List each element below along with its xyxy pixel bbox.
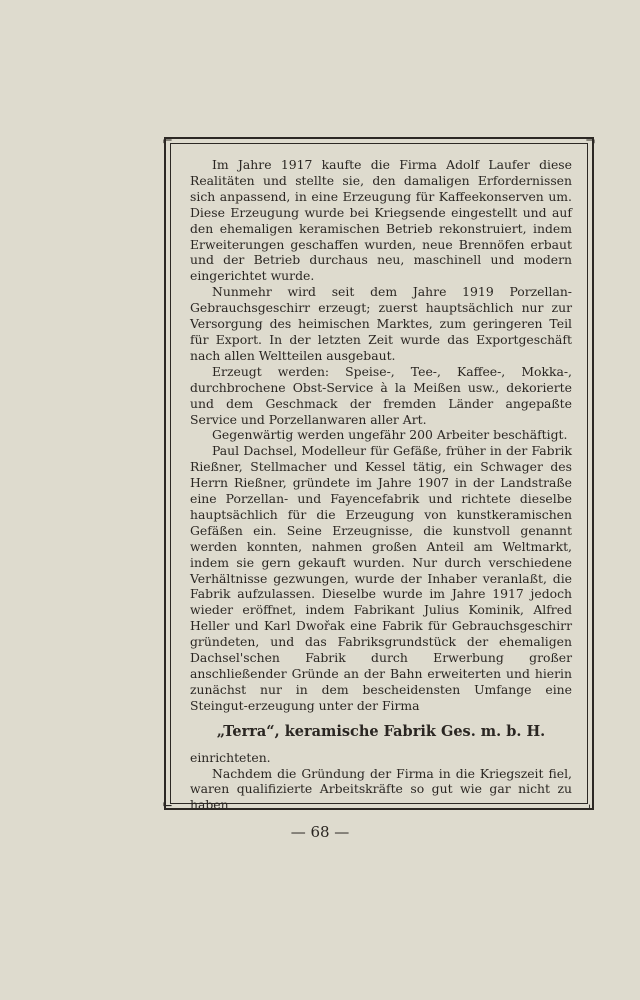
paragraph-7: Nachdem die Gründung der Firma in die Kriegszeit fiel, waren qualifizierte Arbeitskräfte so gut wie gar nicht zu haben [190,765,572,813]
page-number: — 68 — [290,823,350,841]
paragraph-3: Erzeugt werden: Speise-, Tee-, Kaffee-, Mokka-, durchbrochene Obst-Service à la Meißen usw., dekorierte und dem Geschmack der fremden Länder angepaßte Service und Porzellanwaren aller Art. [190,363,572,427]
corner-ornament-bottom-right: ⌟ [585,797,592,812]
company-heading: „Terra“, keramische Fabrik Ges. m. b. H. [216,722,546,740]
paragraph-6: einrichteten. [190,749,271,765]
corner-ornament-bottom-left: ⌙ [162,797,173,812]
paragraph-5: Paul Dachsel, Modelleur für Gefäße, früher in der Fabrik Rießner, Stellmacher und Kessel tätig, ein Schwager des Herrn Rießner, gründete im Jahre 1907 in der Landstraße eine Porzellan- und Fayencefabrik und richtete dieselbe hauptsächlich für die Erzeugung von kunstkeramischen Gefäßen ein. Seine Erzeugnisse, die kunstvoll genannt werden konnten, nahmen großen Anteil am Weltmarkt, indem sie gern gekauft wurden. Nur durch verschiedene Verhältnisse gezwungen, wurde der Inhaber veranlaßt, die Fabrik aufzulassen. Dieselbe wurde im Jahre 1917 jedoch wieder eröffnet, indem Fabrikant Julius Kominik, Alfred Heller und Karl Dwořak eine Fabrik für Gebrauchsgeschirr gründeten, und das Fabriksgrundstück der ehemaligen Dachsel'schen Fabrik durch Erwerbung großer anschließender Gründe an der Bahn erweiterten und hierin zunächst nur in dem bescheidensten Umfange eine Steingut-erzeugung unter der Firma [190,443,572,713]
body-text [190,157,572,813]
corner-ornament-top-right: ¬ [585,134,596,149]
paragraph-4: Gegenwärtig werden ungefähr 200 Arbeiter beschäftigt. [212,427,568,443]
paragraph-2: Nunmehr wird seit dem Jahre 1919 Porzellan-Gebrauchsgeschirr erzeugt; zuerst hauptsächlich nur zur Versorgung des heimischen Marktes, zum geringeren Teil für Export. In der letzten Zeit wurde das Exportgeschäft nach allen Weltteilen ausgebaut. [190,284,572,363]
corner-ornament-top-left: ⌐ [162,134,173,149]
paragraph-1: Im Jahre 1917 kaufte die Firma Adolf Laufer diese Realitäten und stellte sie, den damaligen Erfordernissen sich anpassend, in eine Erzeugung für Kaffeekonserven um. Diese Erzeugung wurde bei Kriegsende eingestellt und auf den ehemaligen keramischen Betrieb rekonstruiert, indem Erweiterungen geschaffen wurden, neue Brennöfen erbaut und der Betrieb durchaus neu, maschinell und modern eingerichtet wurde. [190,157,572,284]
